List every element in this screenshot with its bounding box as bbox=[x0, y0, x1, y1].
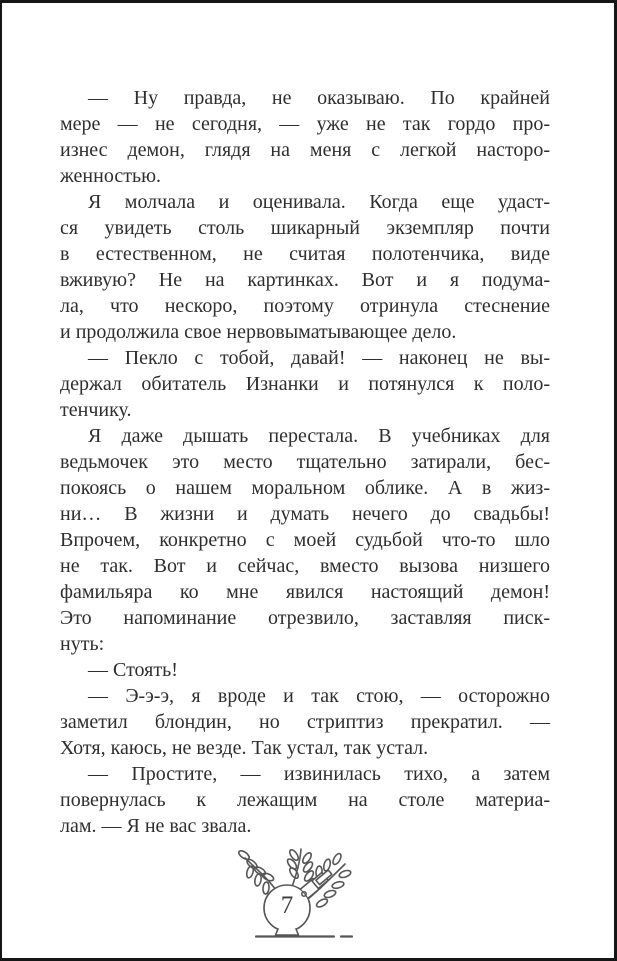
flask-doodle-icon bbox=[230, 845, 378, 943]
paragraph bbox=[60, 345, 550, 423]
paragraph bbox=[60, 423, 550, 657]
flask-plant-illustration bbox=[230, 845, 378, 943]
text-line: повернулась к лежащим на столе материа- bbox=[60, 789, 550, 811]
text-line: в естественном, не считая полотенчика, виде bbox=[60, 243, 550, 265]
text-line: тенчику. bbox=[60, 399, 132, 421]
paragraph bbox=[60, 189, 550, 345]
text-line: мере — не сегодня, — уже не так гордо про- bbox=[60, 113, 550, 135]
paragraph bbox=[60, 761, 550, 839]
text-line: изнес демон, глядя на меня с легкой насторо- bbox=[60, 139, 550, 161]
text-line: Я даже дышать перестала. В учебниках для bbox=[88, 425, 550, 447]
text-line: ведьмочек это место тщательно затирали, бес- bbox=[60, 451, 550, 473]
text-line: покоясь о нашем моральном облике. А в жиз- bbox=[60, 477, 550, 499]
text-line: нуть: bbox=[60, 633, 105, 655]
text-line: — Простите, — извинилась тихо, а затем bbox=[88, 763, 550, 785]
text-line: ся увидеть столь шикарный экземпляр почти bbox=[60, 217, 550, 239]
text-line: и продолжила свое нервовыматывающее дело. bbox=[60, 321, 457, 343]
text-line: фамильяра ко мне явился настоящий демон! bbox=[60, 581, 550, 603]
text-line: ла, что нескоро, поэтому отринула стеснение bbox=[60, 295, 550, 317]
text-line: заметил блондин, но стриптиз прекратил. — bbox=[60, 711, 550, 733]
text-line: — Пекло с тобой, давай! — наконец не вы- bbox=[88, 347, 550, 369]
text-line: женностью. bbox=[60, 165, 162, 187]
text-line: Это напоминание отрезвило, заставляя писк- bbox=[60, 607, 550, 629]
text-line: — Ну правда, не оказываю. По крайней bbox=[88, 87, 550, 109]
page-number: 7 bbox=[280, 892, 294, 919]
left-branch bbox=[237, 849, 276, 894]
text-line: вживую? Не на картинках. Вот и я подума- bbox=[60, 269, 550, 291]
text-line: Впрочем, конкретно с моей судьбой что-то шло bbox=[60, 529, 550, 551]
text-line: ни… В жизни и думать нечего до свадьбы! bbox=[60, 503, 550, 525]
paragraph bbox=[60, 657, 550, 683]
text-line: Хотя, каюсь, не везде. Так устал, так устал. bbox=[60, 737, 429, 759]
text-line: — Э-э-э, я вроде и так стою, — осторожно bbox=[88, 685, 550, 707]
text-line: держал обитатель Изнанки и потянулся к поло- bbox=[60, 373, 550, 395]
text-line: лам. — Я не вас звала. bbox=[60, 815, 252, 837]
text-line: не так. Вот и сейчас, вместо вызова низшего bbox=[60, 555, 550, 577]
text-line: — Стоять! bbox=[88, 659, 178, 681]
text-block bbox=[60, 85, 550, 839]
text-line: Я молчала и оценивала. Когда еще удаст- bbox=[88, 191, 550, 213]
paragraph bbox=[60, 85, 550, 189]
paragraph bbox=[60, 683, 550, 761]
